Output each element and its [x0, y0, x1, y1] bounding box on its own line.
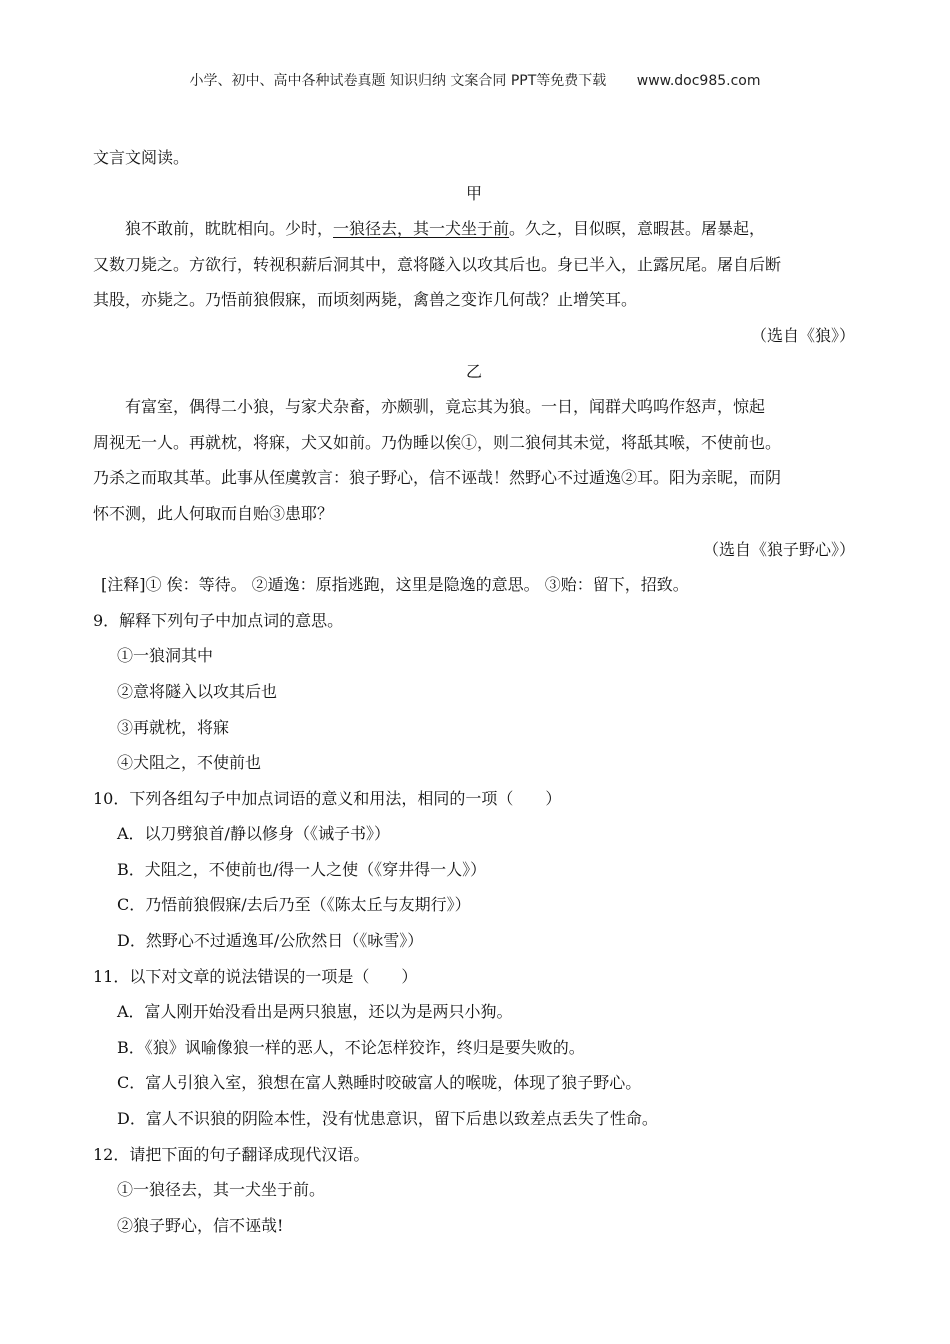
- passage-b-line-1: 有富室，偶得二小狼，与家犬杂畜，亦颇驯，竟忘其为狼。一日，闻群犬呜呜作怒声，惊起: [125, 397, 766, 417]
- question-11-option-a: A．富人刚开始没看出是两只狼崽，还以为是两只小狗。: [117, 1002, 513, 1022]
- passage-a-line-2: 又数刀毙之。方欲行，转视积薪后洞其中，意将隧入以攻其后也。身已半入，止露尻尾。屠自后断: [93, 254, 782, 274]
- question-10-option-d: D．然野心不过遁逸耳/公欣然日（《咏雪》）: [117, 931, 424, 951]
- question-12-item: ①一狼径去，其一犬坐于前。: [117, 1180, 326, 1200]
- document-body: [93, 140, 855, 1243]
- question-11-option-d: D．富人不识狼的阴险本性，没有忧患意识，留下后患以致差点丢失了性命。: [117, 1109, 658, 1129]
- question-10-option-c: C．乃悟前狼假寐/去后乃至（《陈太丘与友期行》）: [117, 895, 471, 915]
- page-header: [0, 70, 950, 90]
- question-10-option-b: B．犬阻之，不使前也/得一人之使（《穿井得一人》）: [117, 859, 487, 879]
- question-9-item: ④犬阻之，不使前也: [117, 753, 262, 773]
- question-9-item: ①一狼洞其中: [117, 646, 214, 666]
- question-11-option-b: B．《狼》讽喻像狼一样的恶人，不论怎样狡诈，终归是要失败的。: [117, 1037, 585, 1057]
- question-11-stem: 11．以下对文章的说法错误的一项是（ ）: [93, 966, 418, 986]
- header-url[interactable]: www.doc985.com: [636, 73, 761, 89]
- passage-b-line-4: 怀不测，此人何取而自贻③患耶？: [93, 503, 334, 523]
- question-10-option-a: A．以刀劈狼首/静以修身（《诫子书》）: [117, 824, 390, 844]
- question-11-option-c: C．富人引狼入室，狼想在富人熟睡时咬破富人的喉咙，体现了狼子野心。: [117, 1073, 642, 1093]
- question-12-stem: 12．请把下面的句子翻译成现代汉语。: [93, 1144, 370, 1164]
- question-9-item: ③再就枕，将寐: [117, 717, 230, 737]
- passage-b-label: 乙: [465, 361, 482, 381]
- passage-b-line-2: 周视无一人。再就枕，将寐，犬又如前。乃伪睡以俟①，则二狼伺其未觉，将舐其喉，不使前也。: [93, 432, 782, 452]
- passage-a-source: （选自《狼》）: [750, 325, 855, 345]
- question-9-stem: 9．解释下列句子中加点词的意思。: [93, 610, 344, 630]
- intro-text: 文言文阅读。: [93, 148, 190, 167]
- underlined-sentence: 一狼径去，其一犬坐于前: [333, 219, 510, 239]
- passage-a-line-1: 狼不敢前，眈眈相向。少时，一狼径去，其一犬坐于前。久之，目似暝，意暇甚。屠暴起，: [125, 219, 766, 239]
- notes: [注释]① 俟：等待。 ②遁逸：原指逃跑，这里是隐逸的意思。 ③贻：留下，招致。: [101, 575, 689, 595]
- question-12-item: ②狼子野心，信不诬哉!: [117, 1215, 284, 1235]
- passage-b-line-3: 乃杀之而取其革。此事从侄虞敦言：狼子野心，信不诬哉！然野心不过遁逸②耳。阳为亲昵，而阴: [93, 468, 782, 488]
- question-10-stem: 10．下列各组勾子中加点词语的意义和用法，相同的一项（ ）: [93, 788, 562, 808]
- question-9-item: ②意将隧入以攻其后也: [117, 681, 278, 701]
- header-text: 小学、初中、高中各种试卷真题 知识归纳 文案合同 PPT等免费下载: [189, 73, 607, 89]
- passage-b-source: （选自《狼子野心》）: [702, 539, 855, 559]
- passage-a-label: 甲: [465, 183, 482, 203]
- passage-a-line-3: 其股，亦毙之。乃悟前狼假寐，而顷刻两毙，禽兽之变诈几何哉？止增笑耳。: [93, 290, 638, 310]
